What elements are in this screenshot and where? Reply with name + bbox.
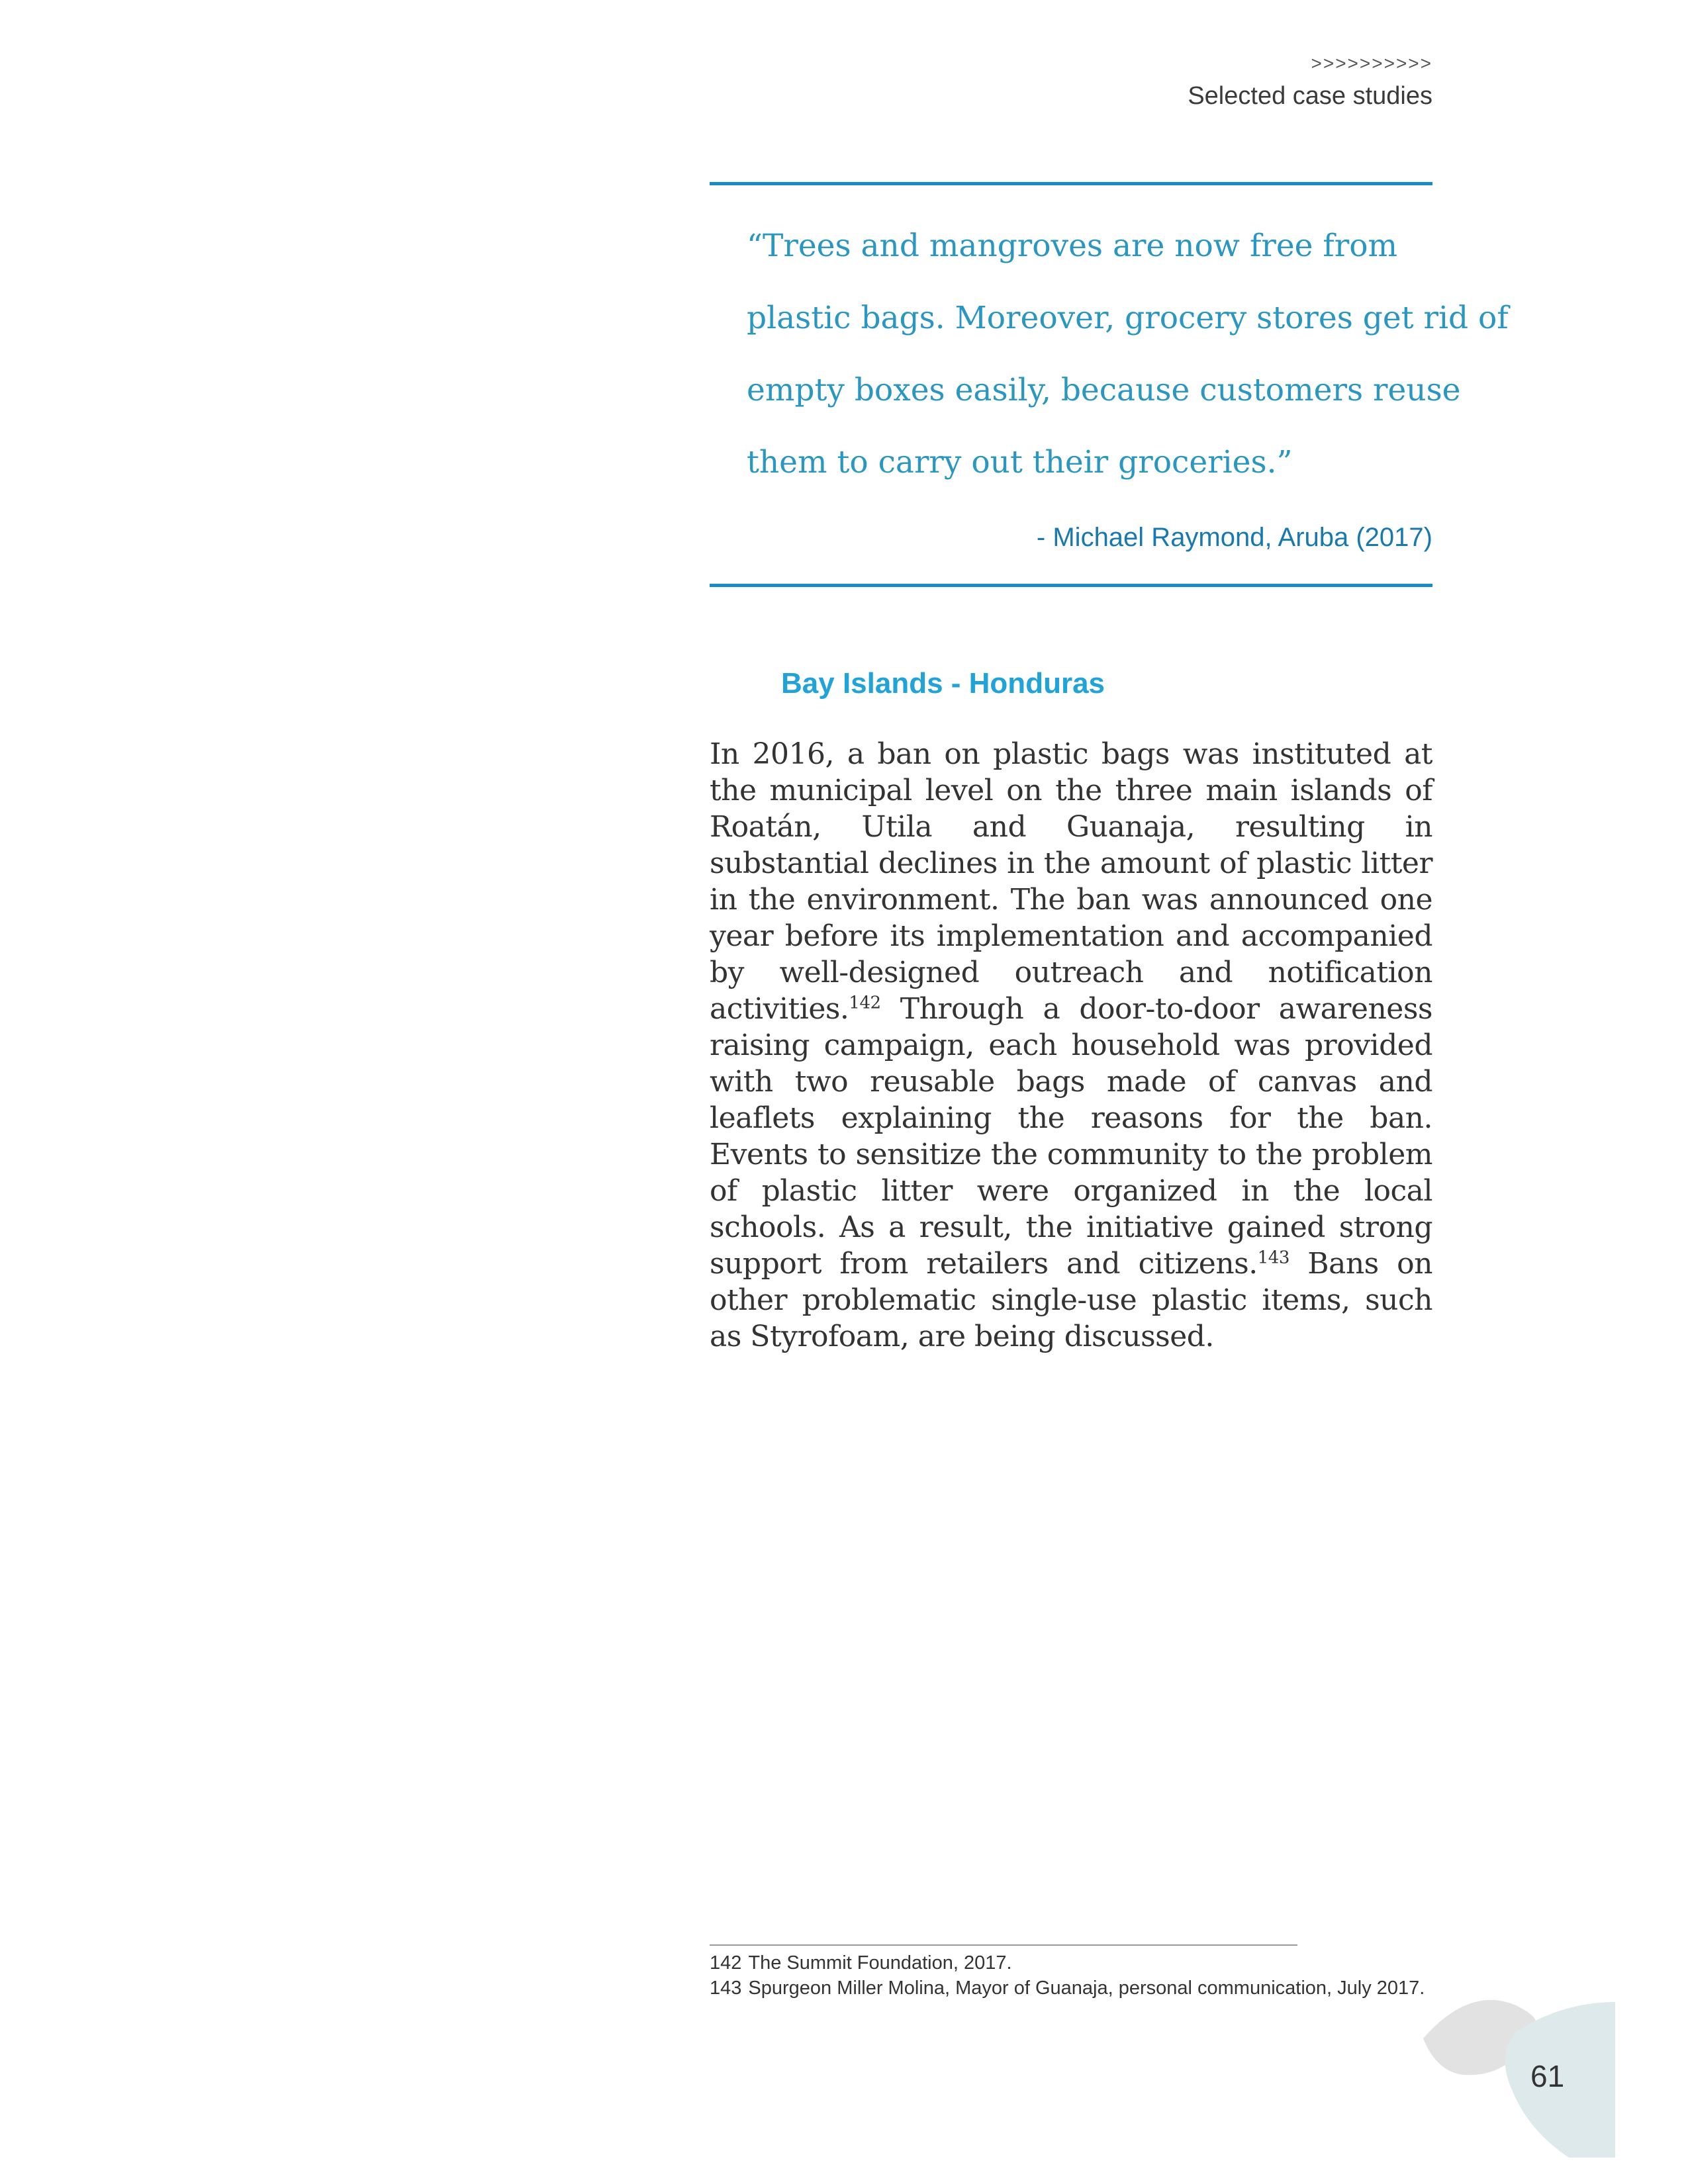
footnote-ref[interactable]: 142 xyxy=(849,993,881,1013)
quote-line: them to carry out their groceries.” xyxy=(747,444,1293,480)
footnote-text: Spurgeon Miller Molina, Mayor of Guanaja, personal communication, July 2017. xyxy=(748,1978,1425,1999)
body-paragraph xyxy=(710,736,1432,1355)
header-section-title: Selected case studies xyxy=(1188,82,1432,110)
page-number: 61 xyxy=(1530,2059,1565,2093)
body-text-part: Through a door-to-door awareness raising campaign, each household was provided with two reusable bags made of canvas and leaflets explaining the reasons for the ban. Events to sensitize the community to the problem of plastic litter were organized in the local schools. As a result, the initiative gained strong support from retailers and citizens. xyxy=(710,992,1432,1281)
footnote-divider xyxy=(710,1944,1297,1946)
footnote xyxy=(710,1952,1012,1974)
body-text-part: In 2016, a ban on plastic bags was instituted at the municipal level on the three main islands of Roatán, Utila and Guanaja, resulting in substantial declines in the amount of plastic litter in the environment. The ban was announced one year before its implementation and accompanied by well-designed outreach and notification activities. xyxy=(710,737,1432,1026)
footnote-number: 143 xyxy=(710,1978,742,1999)
footnote xyxy=(710,1978,1425,1999)
quote-bottom-rule xyxy=(710,584,1432,587)
header-arrows: >>>>>>>>>> xyxy=(1311,53,1432,73)
quote-attribution: - Michael Raymond, Aruba (2017) xyxy=(1036,523,1432,552)
section-heading: Bay Islands - Honduras xyxy=(781,667,1105,700)
quote-top-rule xyxy=(710,182,1432,185)
quote-line: “Trees and mangroves are now free from xyxy=(747,228,1398,264)
footnote-number: 142 xyxy=(710,1952,742,1974)
footnote-text: The Summit Foundation, 2017. xyxy=(748,1952,1012,1974)
quote-line: empty boxes easily, because customers reuse xyxy=(747,372,1461,408)
footnote-ref[interactable]: 143 xyxy=(1257,1248,1289,1268)
page-corner-decoration xyxy=(1423,1992,1622,2158)
quote-line: plastic bags. Moreover, grocery stores get rid of xyxy=(747,300,1509,336)
body-text-part: Bans on other problematic single-use plastic items, such as Styrofoam, are being discussed. xyxy=(710,1247,1432,1353)
